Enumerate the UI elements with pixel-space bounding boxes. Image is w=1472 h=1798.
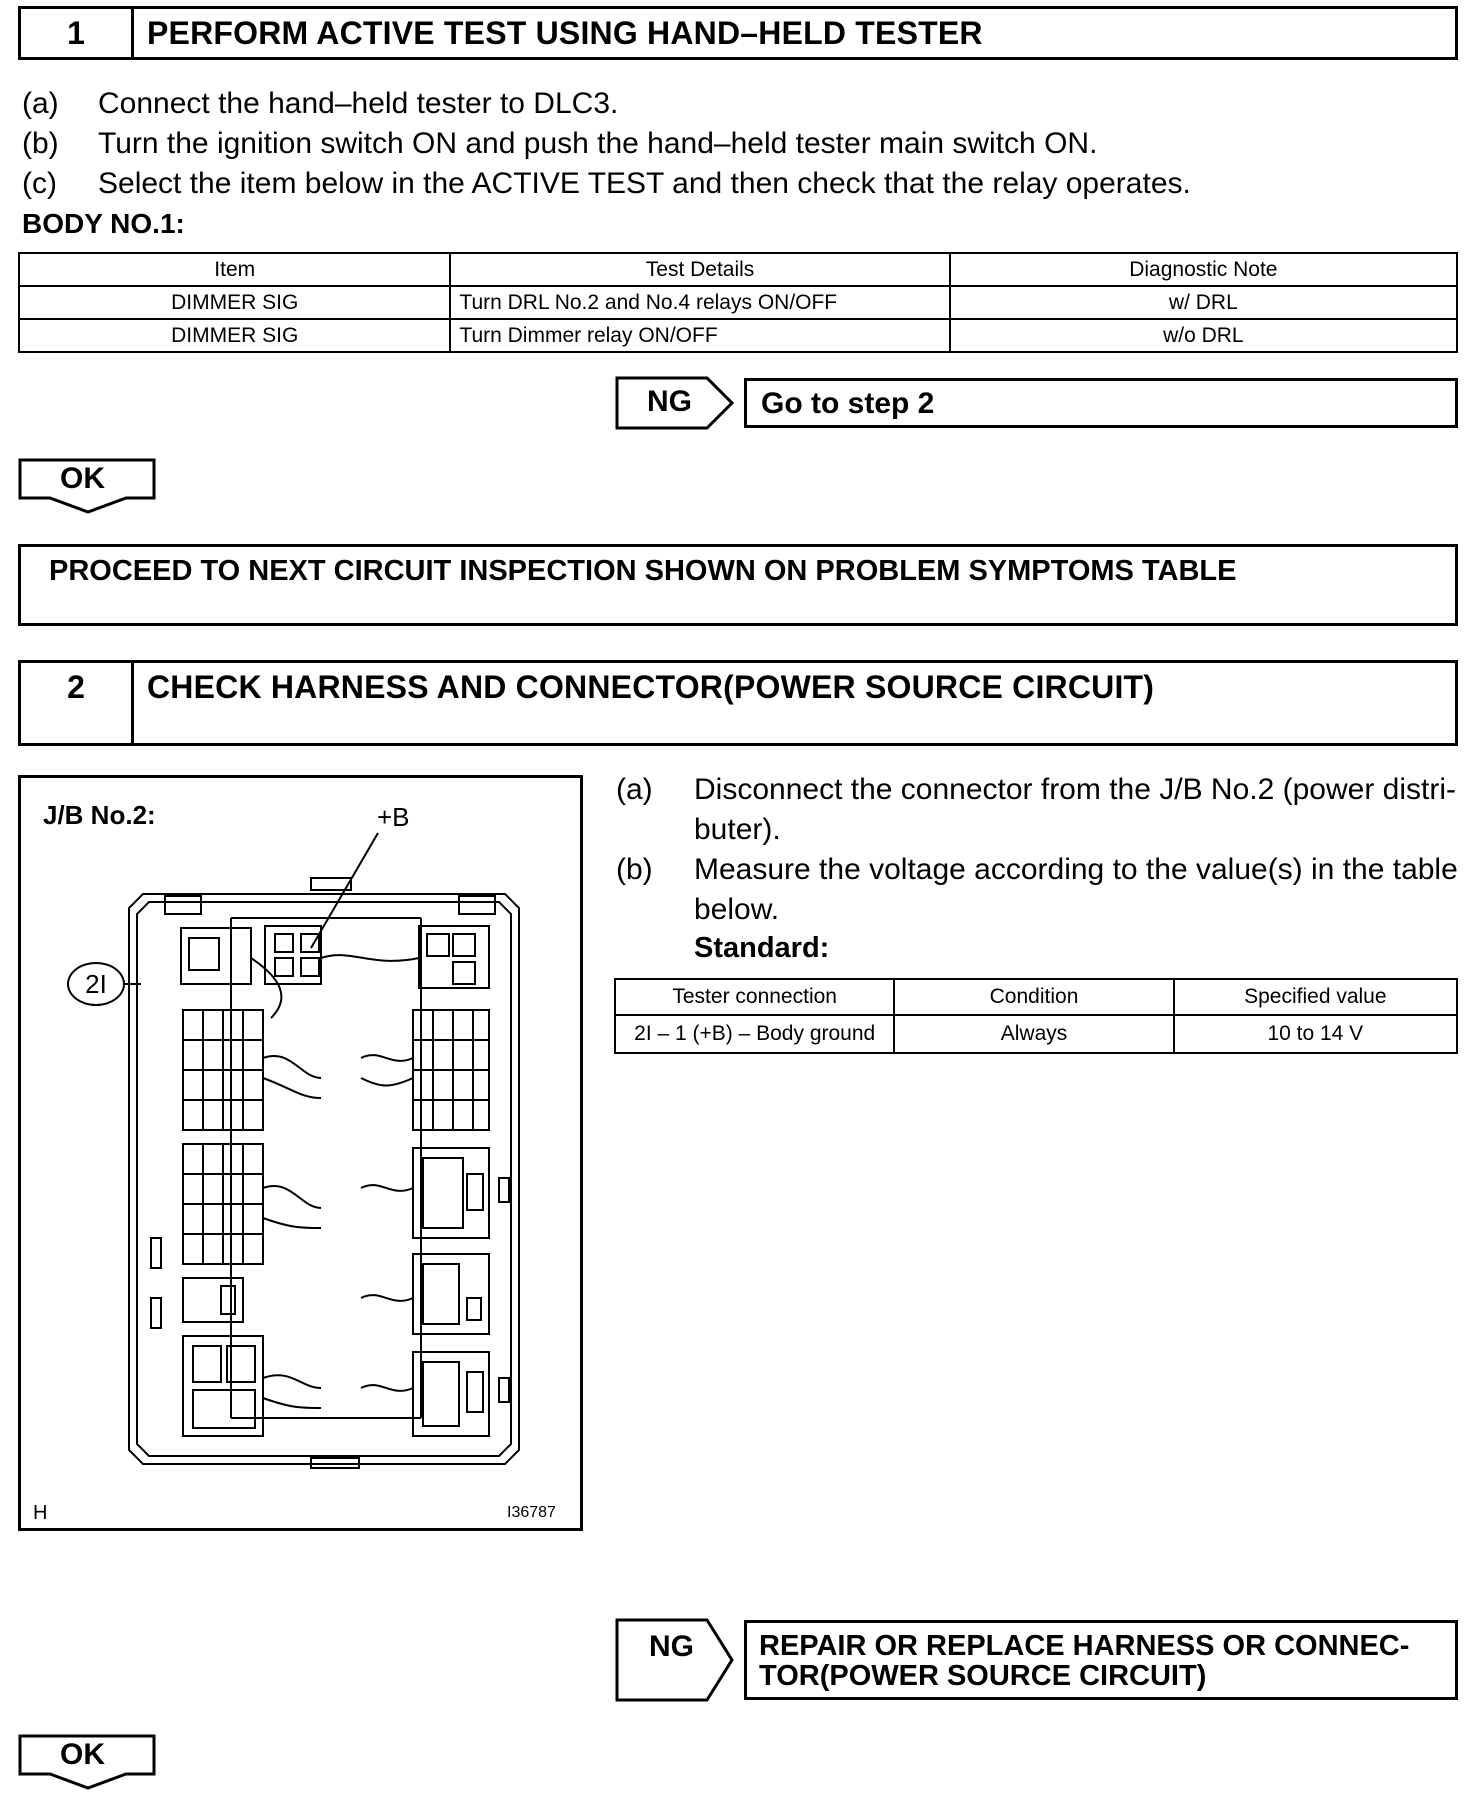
table-header-row [19, 253, 1457, 286]
table-cell: 2I – 1 (+B) – Body ground [615, 1015, 894, 1053]
voltage-table [614, 978, 1458, 1054]
table-row [615, 1015, 1457, 1053]
ng-action-line: TOR(POWER SOURCE CIRCUIT) [759, 1660, 1207, 1692]
instruction-label: (b) [22, 127, 59, 160]
active-test-table [18, 252, 1458, 353]
instruction-label: (c) [22, 167, 57, 200]
step-2-title: CHECK HARNESS AND CONNECTOR(POWER SOURCE CIRCUIT) [147, 669, 1155, 705]
step-1-ng-tag [615, 376, 735, 430]
step-1-header [18, 6, 1458, 60]
figure-id: I36787 [507, 1504, 556, 1521]
step-2-ng-action [744, 1620, 1458, 1700]
jb-no2-figure [18, 775, 583, 1531]
ng-action-line: REPAIR OR REPLACE HARNESS OR CONNEC- [759, 1630, 1410, 1662]
table-header-cell: Test Details [450, 253, 949, 286]
step-1-number: 1 [21, 9, 134, 57]
instruction-label: (a) [22, 87, 59, 120]
connector-callout-label: 2I [85, 968, 107, 999]
step-2-ok-tag [18, 1734, 158, 1790]
table-cell: 10 to 14 V [1174, 1015, 1457, 1053]
step-1-title: PERFORM ACTIVE TEST USING HAND–HELD TESTER [147, 15, 983, 51]
table-cell: w/ DRL [950, 286, 1457, 319]
instruction-text: Connect the hand–held tester to DLC3. [98, 87, 619, 120]
instruction-label: (b) [616, 853, 653, 886]
table-cell: DIMMER SIG [19, 319, 450, 352]
body-no1-heading: BODY NO.1: [22, 208, 185, 239]
proceed-text: PROCEED TO NEXT CIRCUIT INSPECTION SHOWN ON PROBLEM SYMPTOMS TABLE [49, 555, 1237, 587]
table-row [19, 286, 1457, 319]
table-header-row [615, 979, 1457, 1015]
table-header-cell: Condition [894, 979, 1173, 1015]
instruction-line: below. [694, 893, 780, 926]
terminal-label: +B [377, 802, 410, 832]
instruction-label: (a) [616, 773, 653, 806]
step-2-header [18, 660, 1458, 746]
table-cell: Turn DRL No.2 and No.4 relays ON/OFF [450, 286, 949, 319]
instruction-line: buter). [694, 813, 781, 846]
table-header-cell: Tester connection [615, 979, 894, 1015]
ng-action-text [759, 1631, 1409, 1691]
ng-label: NG [649, 1630, 694, 1663]
instruction-text: Select the item below in the ACTIVE TEST and then check that the relay operates. [98, 167, 1191, 200]
step-1-ng-action [744, 378, 1458, 428]
instruction-text: Turn the ignition switch ON and push the hand–held tester main switch ON. [98, 127, 1098, 160]
instruction-line: Disconnect the connector from the J/B No.2 (power distri- [694, 773, 1456, 806]
table-cell: Always [894, 1015, 1173, 1053]
figure-corner-letter: H [33, 1502, 48, 1524]
table-header-cell: Specified value [1174, 979, 1457, 1015]
step-2-ng-tag [615, 1618, 735, 1702]
standard-label: Standard: [694, 932, 830, 964]
table-row [19, 319, 1457, 352]
ng-label: NG [647, 385, 692, 418]
ng-action-text: Go to step 2 [761, 387, 935, 420]
ok-label: OK [60, 462, 105, 495]
table-header-cell: Item [19, 253, 450, 286]
instruction-line: Measure the voltage according to the value(s) in the table [694, 853, 1458, 886]
step-1-ok-tag [18, 458, 158, 514]
step-2-number: 2 [21, 663, 134, 743]
proceed-box [18, 544, 1458, 626]
figure-label: J/B No.2: [43, 800, 156, 830]
table-cell: Turn Dimmer relay ON/OFF [450, 319, 949, 352]
table-header-cell: Diagnostic Note [950, 253, 1457, 286]
junction-block-diagram [21, 778, 580, 1528]
table-cell: w/o DRL [950, 319, 1457, 352]
table-cell: DIMMER SIG [19, 286, 450, 319]
ok-label: OK [60, 1738, 105, 1771]
